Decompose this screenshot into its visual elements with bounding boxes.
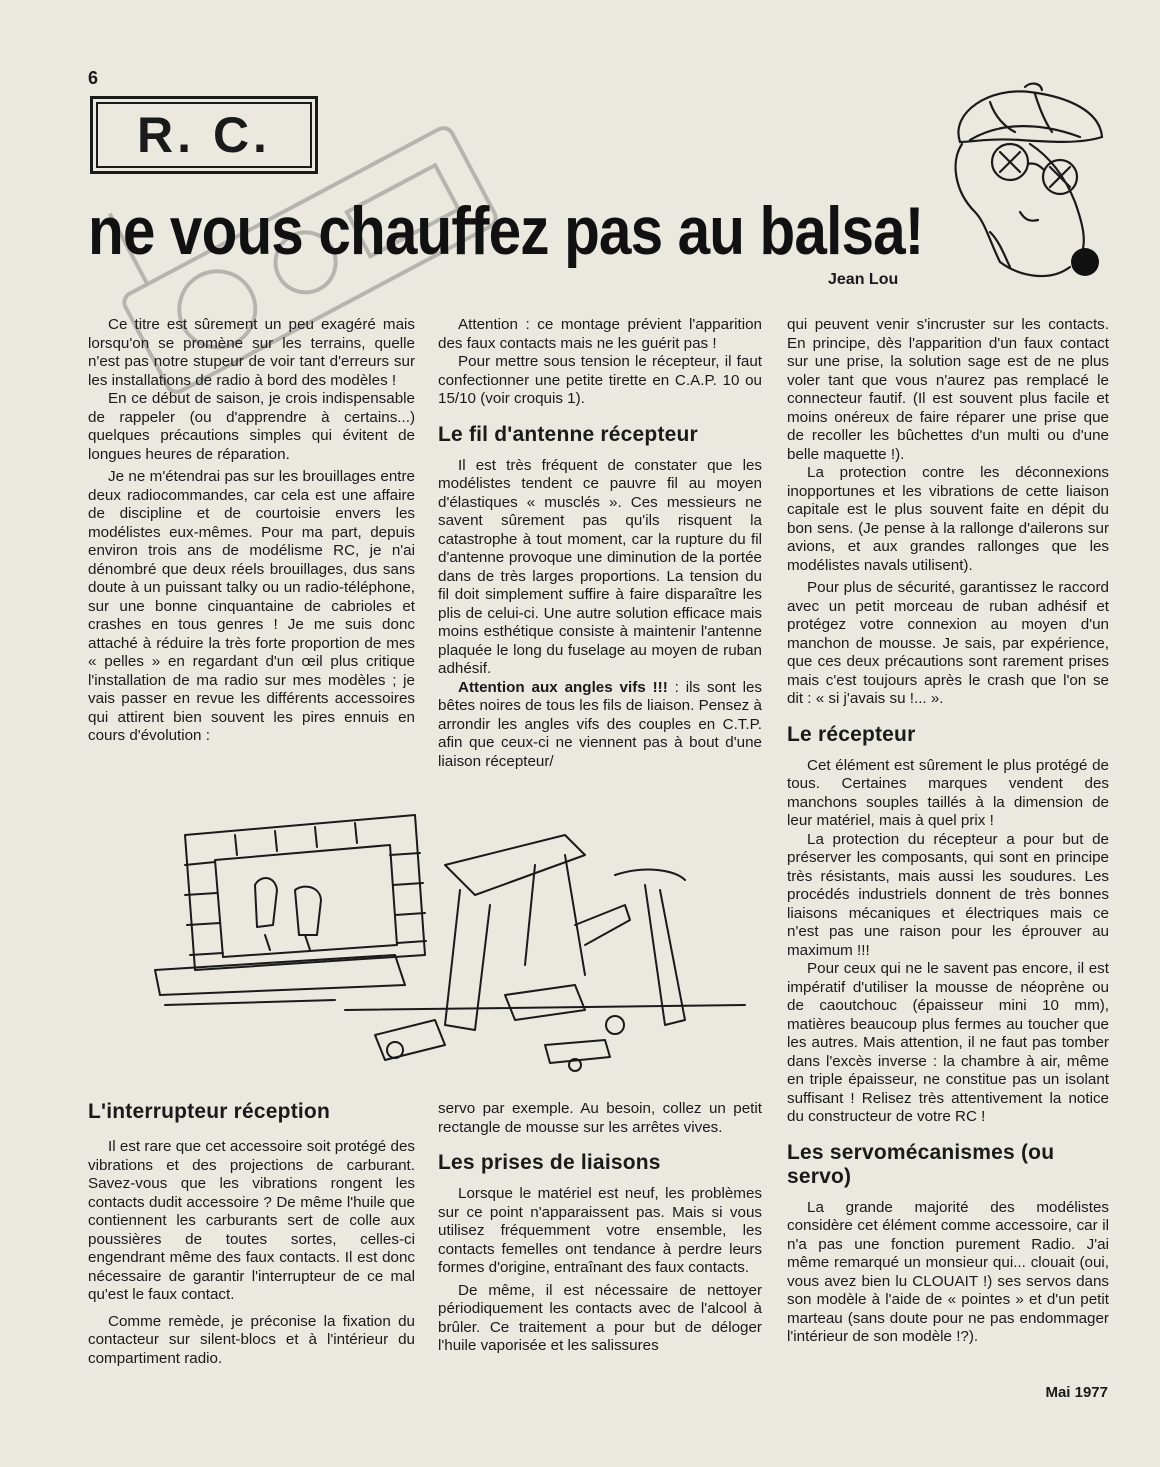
column-1 [88,316,415,746]
paragraph: Lorsque le matériel est neuf, les problèmes sur ce point n'apparaissent pas. Mais si vous utilisez fréquemment votre ensemble, les contacts femelles ont tendance à perdre leurs formes d'origine, entraînant des faux contacts. [438,1185,762,1276]
page-number: 6 [88,68,99,88]
paragraph [438,679,762,772]
paragraph: Cet élément est sûrement le plus protégé de tous. Certaines marques vendent des manchons souples taillés à la dimension de leur matériel, mais à quel prix ! [787,756,1109,829]
paragraph: De même, il est nécessaire de nettoyer périodiquement les contacts avec de l'alcool à brûler. Ce traitement a pour but de déloger l'huile vaporisée et les salissures [438,1281,762,1354]
paragraph: Comme remède, je préconise la fixation du contacteur sur silent-blocs et à l'intérieur du compartiment radio. [88,1312,415,1367]
paragraph: qui peuvent venir s'incruster sur les contacts. En principe, dès l'apparition d'un faux contact sur une prise, la solution sage est de ne plus voler tant que vous n'aurez pas remplacé le connecteur fautif. (Il est souvent plus facile et moins onéreux de faire réparer une prise que de recoller les bûchettes d'un multi ou d'une belle maquette !). [787,316,1109,463]
column-2 [438,316,762,771]
headline: ne vous chauffez pas au balsa! [88,193,924,269]
section-label-box [90,96,318,174]
section-heading: Les prises de liaisons [438,1151,661,1174]
section-heading: Le fil d'antenne récepteur [438,422,698,446]
paragraph: Je ne m'étendrai pas sur les brouillages entre deux radiocommandes, car cela est une affaire de discipline et de courtoisie envers les modélistes eux-mêmes. Pour ma part, depuis environ trois ans de modélisme RC, je n'ai dénombré que deux réels brouillages, dus sans doute à un puissant talky ou un radio-téléphone, sur une bonne cinquantaine de cabrioles et crashes en tous genres ! Je me suis donc attaché à réduire la très forte proportion de mes « pelles » en regardant d'un œil plus critique l'installation de ma radio sur mes modèles ; je vais passer en revue les différents accessoires qui attirent bien souvent les pires ennuis en cours d'évolution : [88,468,415,744]
bold-lead: Attention aux angles vifs !!! [458,678,668,696]
issue-date: Mai 1977 [1045,1384,1108,1401]
paragraph: En ce début de saison, je crois indispensable de rappeler (ou d'apprendre à certains...) quelques précautions simples qui évitent de longues heures de réparation. [88,390,415,463]
mascot-illustration [930,82,1110,292]
section-heading: Le récepteur [787,722,916,746]
section-heading: Les servomécanismes (ou servo) [787,1140,1055,1188]
paragraph: Ce titre est sûrement un peu exagéré mais lorsqu'on se promène sur les terrains, quelle n'est pas notre stupeur de voir tant d'erreurs sur les installations de radio à bord des modèles ! [88,316,415,389]
paragraph: Il est rare que cet accessoire soit protégé des vibrations et des projections de carburant. Savez-vous que les vibrations rongent les contacts dudit accessoire ? De même l'huile que contiennent les carburants sert de colle aux poussières de toutes sortes, celles-ci engendrant même des faux contacts. Il est donc nécessaire de garantir l'interrupteur de ce mal qu'est le faux contact. [88,1138,415,1303]
paragraph: Pour mettre sous tension le récepteur, il faut confectionner une petite tirette en C.A.P. 10 ou 15/10 (voir croquis 1). [438,353,762,407]
section-heading: L'interrupteur réception [88,1100,330,1123]
column-2-lower [438,1100,762,1356]
section-label: R. C. [137,107,271,163]
column-1-lower [88,1100,415,1368]
author-byline: Jean Lou [828,271,899,288]
paragraph-text: : ils sont les bêtes noires de tous les fils de liaison. Pensez à arrondir les angles vifs des couples en C.T.P. afin que ceux-ci ne viennent pas à bout d'une liaison récepteur/ [438,678,762,770]
paragraph: servo par exemple. Au besoin, collez un petit rectangle de mousse sur les arrêtes vives. [438,1100,762,1136]
paragraph: Il est très fréquent de constater que les modélistes tendent ce pauvre fil au moyen d'élastiques « musclés ». Ces messieurs ne savent sûrement pas qu'ils risquent la catastrophe à tout moment, car la rupture du fil d'antenne provoque une diminution de la portée dans de très larges proportions. La tension du fil doit simplement suffire à faire disparaître les plis de celui-ci. Une autre solution efficace mais moins esthétique consiste à maintenir l'antenne plaquée le long du fuselage au moyen de ruban adhésif. [438,456,762,677]
paragraph: La protection du récepteur a pour but de préserver les composants, qui sont en principe très résistants, mais aussi les soudures. Les procédés industriels donnent de très bonnes liaisons mécaniques et électriques mais ce n'est pas une raison pour les éprouver au maximum !!! [787,830,1109,959]
column-3 [787,316,1109,1347]
paragraph: Pour ceux qui ne le savent pas encore, il est impératif d'utiliser la mousse de néoprène ou de caoutchouc (épaisseur mini 10 mm), matières beaucoup plus fermes au toucher que les autres. Mais attention, il ne faut pas tomber dans l'excès inverse : la chambre à air, même en triple épaisseur, ne constitue pas un isolant suffisant ! Relisez très attentivement la notice du constructeur de votre RC ! [787,960,1109,1125]
paragraph: La grande majorité des modélistes considère cet élément comme accessoire, car il n'a pas une fonction purement Radio. J'ai même remarqué un monsieur qui... clouait (oui, vous avez bien lu CLOUAIT !) ses servos dans son modèle à l'aide de « pointes » et d'un petit marteau (sans doute pour ne pas endommager l'intérieur de son modèle !?). [787,1198,1109,1345]
fireplace-cartoon [145,795,755,1095]
paragraph: Pour plus de sécurité, garantissez le raccord avec un petit morceau de ruban adhésif et protégez votre connexion au moyen d'un manchon de mousse. Je sais, par expérience, que ces deux précautions sont rarement prises mais c'est toujours après le crash que l'on se dit : « si j'avais su !... ». [787,579,1109,707]
paragraph: La protection contre les déconnexions inopportunes et les vibrations de cette liaison capitale est le plus souvent faite en dépit du bon sens. (Je pense à la rallonge d'ailerons sur avions, et aux grandes rallonges que les modélistes navals utilisent). [787,464,1109,574]
paragraph: Attention : ce montage prévient l'apparition des faux contacts mais ne les guérit pas ! [438,316,762,352]
